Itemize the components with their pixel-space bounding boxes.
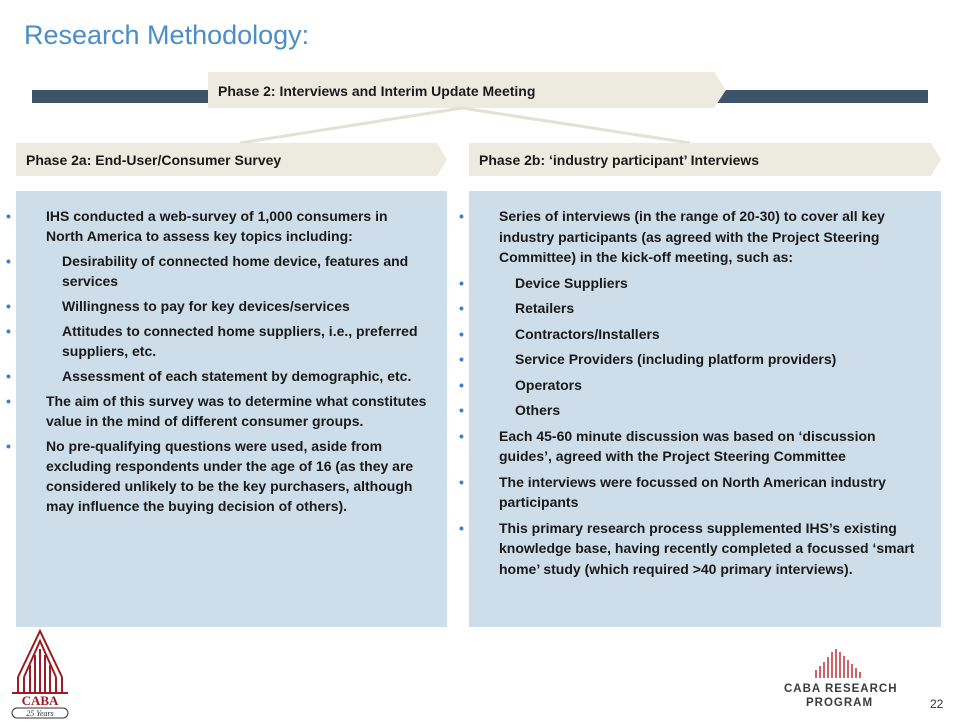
phase-2a-header (16, 143, 447, 176)
bullet-item: • Each 45-60 minute discussion was based on ‘discussion guides’, agreed with the Project Steering Committee (473, 426, 921, 467)
page-number: 22 (930, 697, 944, 711)
phase-2b-header-label: Phase 2b: ‘industry participant’ Interviews (479, 152, 760, 168)
bullet-item: • The aim of this survey was to determine what constitutes value in the mind of different consumer groups. (20, 391, 427, 431)
phase-2a-panel (16, 191, 447, 627)
caba-logo-text: CABA (21, 693, 59, 708)
program-logo-line1: CABA RESEARCH (784, 683, 898, 695)
slide-title: Research Methodology: (24, 20, 310, 50)
sub-bullet-item: • Contractors/Installers (473, 324, 921, 345)
phase-2b-header (469, 143, 941, 176)
bullet-item: • No pre-qualifying questions were used, aside from excluding respondents under the age of 16 (as they are considered unlikely to be the key purchasers, although may influence the buying decision of others). (20, 436, 427, 516)
sound-wave-icon (782, 648, 902, 680)
sub-bullet-item: • Operators (473, 375, 921, 396)
sub-bullet-item: • Retailers (473, 298, 921, 319)
sub-bullet-item: • Service Providers (including platform providers) (473, 349, 921, 370)
sub-bullet-item: • Willingness to pay for key devices/services (20, 296, 427, 316)
sub-bullet-item: • Others (473, 400, 921, 421)
bullet-item: • This primary research process supplemented IHS’s existing knowledge base, having recently completed a focussed ‘smart home’ study (which required >40 primary interviews). (473, 518, 921, 580)
caba-building-icon (4, 627, 76, 719)
sub-bullet-item: • Attitudes to connected home suppliers, i.e., preferred suppliers, etc. (20, 321, 427, 361)
phase-2b-panel (469, 191, 941, 627)
phase-2a-header-label: Phase 2a: End-User/Consumer Survey (26, 152, 282, 168)
bullet-item: • The interviews were focussed on North American industry participants (473, 472, 921, 513)
sub-bullet-item: • Device Suppliers (473, 273, 921, 294)
bullet-item: • Series of interviews (in the range of 20-30) to cover all key industry participants (as agreed with the Project Steering Committee) in the kick-off meeting, such as: (473, 206, 921, 268)
program-logo-line2: PROGRAM (806, 697, 874, 709)
caba-25-years-logo (4, 627, 76, 724)
caba-years-text: 25 Years (26, 709, 54, 718)
phase-2b-bullet-list (473, 206, 921, 579)
phase-2-banner-label: Phase 2: Interviews and Interim Update Meeting (218, 83, 536, 99)
bullet-item: • IHS conducted a web-survey of 1,000 consumers in North America to assess key topics including: (20, 206, 427, 246)
banner-connector-lines (0, 0, 960, 160)
sub-bullet-item: • Assessment of each statement by demographic, etc. (20, 366, 427, 386)
phase-2a-bullet-list (20, 206, 427, 516)
caba-research-program-logo (782, 648, 902, 709)
sub-bullet-item: • Desirability of connected home device, features and services (20, 251, 427, 291)
